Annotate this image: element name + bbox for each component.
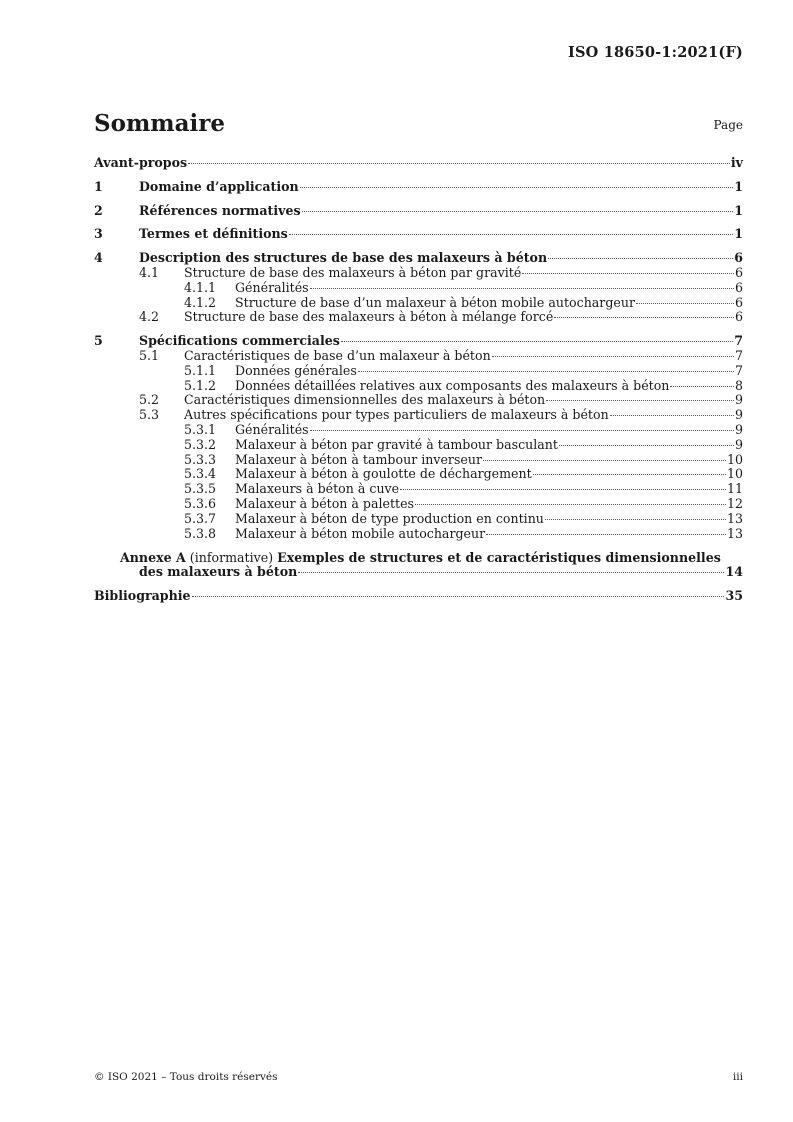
- toc-entry-number: 5.3.7: [184, 510, 217, 526]
- toc-entry-text: Description des structures de base des malaxeurs à béton: [139, 250, 548, 266]
- dot-leader: [546, 400, 734, 401]
- toc-entry-bibliographie[interactable]: [94, 589, 743, 604]
- annex-label: Annexe A: [120, 550, 186, 566]
- toc-entry-text: Généralités: [235, 279, 309, 295]
- toc-entry-text: Malaxeur à béton à tambour inverseur: [235, 451, 482, 467]
- toc-entry-text: Termes et définitions: [139, 226, 288, 242]
- toc-entry-page: 1: [734, 202, 743, 218]
- annex-title-line-2: [94, 565, 743, 580]
- toc-entry-page: 9: [734, 421, 743, 437]
- dot-leader: [670, 386, 734, 387]
- toc-entry-number: 5.1.2: [184, 377, 217, 393]
- toc-entry-5-2[interactable]: [94, 393, 743, 408]
- toc-entry-page: 7: [734, 347, 743, 363]
- toc-entry-text: Bibliographie: [94, 588, 191, 604]
- toc-entry-text: Malaxeur à béton par gravité à tambour basculant: [235, 436, 558, 452]
- annex-title-text-1: Exemples de structures et de caractéristiques dimensionnelles: [277, 550, 721, 566]
- toc-entry-5-3-7[interactable]: [94, 512, 743, 527]
- dot-leader: [188, 163, 730, 164]
- toc-entry-text: Domaine d’application: [139, 178, 299, 194]
- toc-entry-page: 10: [726, 451, 743, 467]
- toc-entry-text: Malaxeur à béton à palettes: [235, 495, 415, 511]
- dot-leader: [400, 489, 726, 490]
- toc-entry-page: 6: [734, 250, 743, 266]
- dot-leader: [310, 430, 734, 431]
- dot-leader: [358, 371, 734, 372]
- toc-entry-5-3[interactable]: [94, 408, 743, 423]
- toc-entry-number: 5: [94, 333, 103, 349]
- toc-entry-4-1[interactable]: [94, 266, 743, 281]
- dot-leader: [298, 572, 724, 573]
- dot-leader: [548, 258, 733, 259]
- toc-entry-5[interactable]: [94, 334, 743, 349]
- toc-entry-4-1-1[interactable]: [94, 281, 743, 296]
- toc-entry-number: 4.2: [139, 309, 160, 325]
- toc-entry-page: 9: [734, 407, 743, 423]
- toc-entry-number: 4.1.1: [184, 279, 217, 295]
- toc-entry-number: 5.1.1: [184, 362, 217, 378]
- toc-entry-page: 7: [734, 333, 743, 349]
- toc-entry-5-1-2[interactable]: [94, 379, 743, 394]
- toc-entry-3[interactable]: [94, 227, 743, 242]
- toc-entry-4[interactable]: [94, 251, 743, 266]
- toc-entry-page: 13: [726, 510, 743, 526]
- toc-entry-text: Données détaillées relatives aux composants des malaxeurs à béton: [235, 377, 670, 393]
- dot-leader: [341, 341, 733, 342]
- toc-entry-text: Autres spécifications pour types particuliers de malaxeurs à béton: [184, 407, 609, 423]
- annex-qualifier: (informative): [189, 550, 274, 566]
- dot-leader: [492, 356, 734, 357]
- toc-entry-page: 6: [734, 264, 743, 280]
- table-of-contents: [94, 156, 743, 604]
- toc-entry-number: 5.3.1: [184, 421, 217, 437]
- toc-entry-5-3-8[interactable]: [94, 527, 743, 542]
- toc-entry-number: 2: [94, 202, 103, 218]
- toc-entry-page: 7: [734, 362, 743, 378]
- toc-entry-page: 9: [734, 392, 743, 408]
- toc-entry-text: Malaxeur à béton mobile autochargeur: [235, 525, 486, 541]
- toc-entry-number: 3: [94, 226, 103, 242]
- toc-entry-page: 1: [734, 226, 743, 242]
- annex-title-line-1: [94, 550, 743, 565]
- toc-entry-text: Généralités: [235, 421, 309, 437]
- toc-entry-page: 11: [726, 481, 743, 497]
- dot-leader: [554, 317, 734, 318]
- annex-title-text-2: des malaxeurs à béton: [139, 564, 298, 580]
- toc-entry-number: 5.3.5: [184, 481, 217, 497]
- toc-entry-number: 5.3.6: [184, 495, 217, 511]
- toc-entry-page: 35: [725, 588, 743, 604]
- toc-entry-annex-a[interactable]: [94, 550, 743, 580]
- dot-leader: [300, 187, 734, 188]
- toc-entry-text: Données générales: [235, 362, 357, 378]
- toc-entry-page: 13: [726, 525, 743, 541]
- dot-leader: [559, 445, 734, 446]
- dot-leader: [486, 534, 726, 535]
- dot-leader: [415, 504, 726, 505]
- dot-leader: [289, 234, 733, 235]
- toc-entry-page: 8: [734, 377, 743, 393]
- toc-entry-text: Structure de base d’un malaxeur à béton mobile autochargeur: [235, 294, 635, 310]
- toc-entry-5-1[interactable]: [94, 349, 743, 364]
- toc-entry-5-3-2[interactable]: [94, 438, 743, 453]
- dot-leader: [192, 596, 725, 597]
- toc-entry-page: 12: [726, 495, 743, 511]
- footer-copyright: © ISO 2021 – Tous droits réservés: [94, 1071, 278, 1083]
- dot-leader: [483, 460, 726, 461]
- toc-entry-5-3-1[interactable]: [94, 423, 743, 438]
- toc-entry-page: 10: [726, 466, 743, 482]
- dot-leader: [522, 273, 734, 274]
- toc-entry-number: 5.1: [139, 347, 160, 363]
- toc-entry-text: Spécifications commerciales: [139, 333, 340, 349]
- toc-entry-number: 5.3.4: [184, 466, 217, 482]
- page-column-label: Page: [713, 118, 743, 132]
- toc-entry-number: 5.3.8: [184, 525, 217, 541]
- toc-entry-page: 6: [734, 279, 743, 295]
- toc-entry-page: 14: [725, 564, 743, 580]
- toc-entry-4-2[interactable]: [94, 310, 743, 325]
- toc-entry-number: 5.2: [139, 392, 160, 408]
- toc-entry-5-3-3[interactable]: [94, 453, 743, 468]
- toc-entry-number: 4.1: [139, 264, 160, 280]
- dot-leader: [610, 415, 734, 416]
- toc-entry-5-1-1[interactable]: [94, 364, 743, 379]
- toc-entry-number: 1: [94, 178, 103, 194]
- toc-entry-2[interactable]: [94, 204, 743, 219]
- toc-entry-5-3-4[interactable]: [94, 467, 743, 482]
- toc-entry-number: 4: [94, 250, 103, 266]
- dot-leader: [310, 288, 734, 289]
- toc-entry-number: 5.3: [139, 407, 160, 423]
- dot-leader: [545, 519, 726, 520]
- toc-entry-5-3-6[interactable]: [94, 497, 743, 512]
- toc-entry-page: 6: [734, 294, 743, 310]
- toc-entry-text: Caractéristiques dimensionnelles des malaxeurs à béton: [184, 392, 546, 408]
- toc-entry-text: Malaxeur à béton à goulotte de déchargement: [235, 466, 532, 482]
- toc-entry-page: iv: [730, 155, 743, 170]
- toc-entry-5-3-5[interactable]: [94, 482, 743, 497]
- toc-entry-1[interactable]: [94, 180, 743, 195]
- toc-entry-text: Caractéristiques de base d’un malaxeur à béton: [184, 347, 491, 363]
- toc-entry-avant-propos[interactable]: [94, 156, 743, 171]
- toc-entry-page: 9: [734, 436, 743, 452]
- toc-entry-text: Structure de base des malaxeurs à béton par gravité: [184, 264, 522, 280]
- document-id: ISO 18650-1:2021(F): [567, 44, 743, 61]
- toc-entry-text: Malaxeur à béton de type production en continu: [235, 510, 544, 526]
- toc-entry-page: 1: [734, 178, 743, 194]
- page-title: Sommaire: [94, 110, 226, 137]
- toc-entry-text: Malaxeurs à béton à cuve: [235, 481, 400, 497]
- toc-entry-number: 5.3.3: [184, 451, 217, 467]
- toc-entry-text: Avant-propos: [94, 155, 188, 170]
- toc-entry-number: 4.1.2: [184, 294, 217, 310]
- footer-page-number: iii: [732, 1071, 743, 1083]
- toc-entry-number: 5.3.2: [184, 436, 217, 452]
- toc-entry-4-1-2[interactable]: [94, 296, 743, 311]
- toc-entry-page: 6: [734, 309, 743, 325]
- toc-entry-text: Références normatives: [139, 202, 301, 218]
- dot-leader: [533, 474, 726, 475]
- dot-leader: [302, 211, 734, 212]
- toc-entry-text: Structure de base des malaxeurs à béton à mélange forcé: [184, 309, 554, 325]
- dot-leader: [636, 303, 734, 304]
